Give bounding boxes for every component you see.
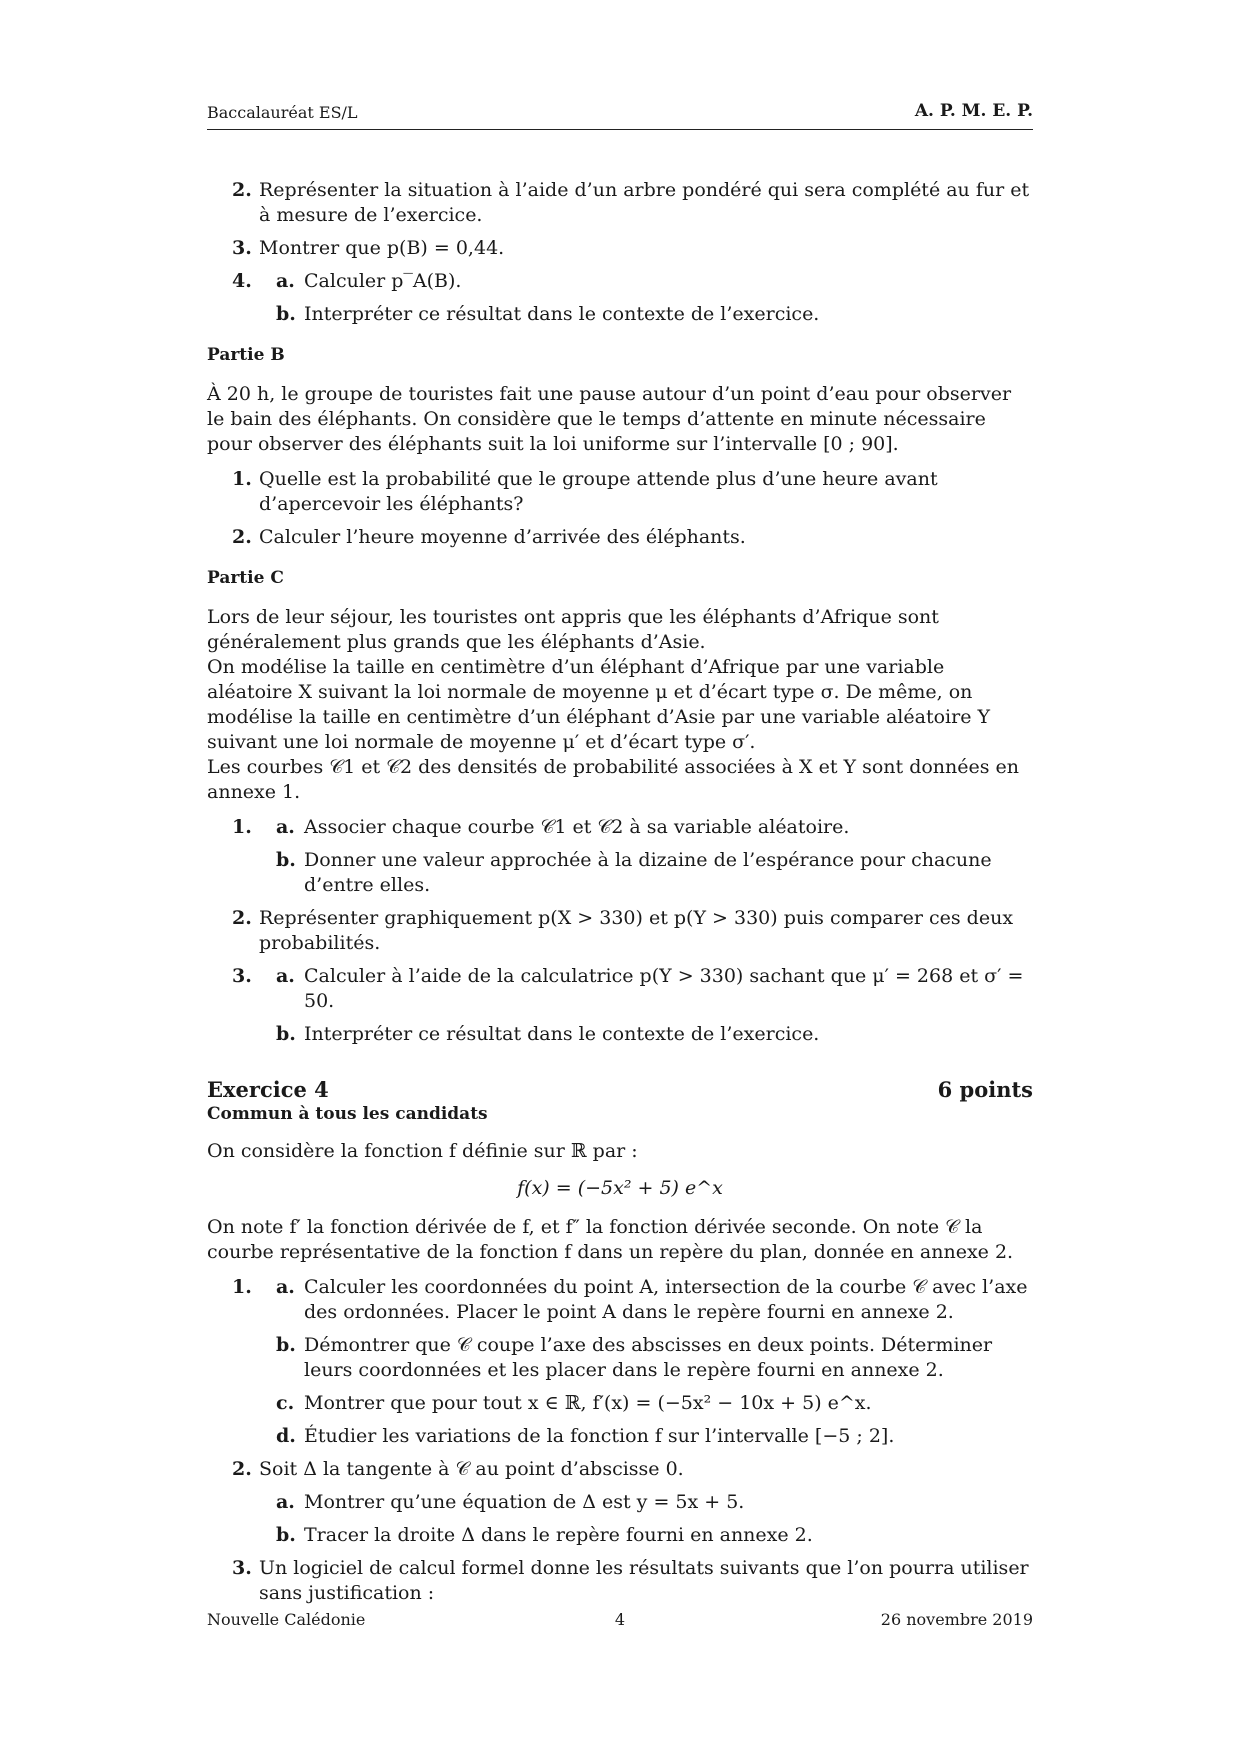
exercise-title-row <box>207 1077 1033 1103</box>
section-intro: Les courbes 𝒞1 et 𝒞2 des densités de probabilité associées à X et Y sont données en annexe 1. <box>207 756 1020 803</box>
header-title: Baccalauréat ES/L <box>207 103 358 122</box>
question-number: 4. <box>232 270 252 292</box>
subquestion-letter: b. <box>276 849 296 871</box>
question-text: Un logiciel de calcul formel donne les résultats suivants que l’on pourra utiliser sans justification : <box>259 1557 1029 1604</box>
question-item <box>207 1333 1033 1383</box>
section-intro: Lors de leur séjour, les touristes ont appris que les éléphants d’Afrique sont généralement plus grands que les éléphants d’Asie. <box>207 606 939 653</box>
function-formula: f(x) = (−5x² + 5) e^x <box>517 1177 723 1199</box>
subquestion-letter: d. <box>276 1425 296 1447</box>
exercise-title: Exercice 4 <box>207 1077 329 1102</box>
subquestion-letter: a. <box>276 270 295 292</box>
question-item <box>207 1022 1033 1047</box>
question-text: Étudier les variations de la fonction f sur l’intervalle [−5 ; 2]. <box>304 1425 895 1447</box>
question-item <box>207 1457 1033 1482</box>
question-item <box>207 1391 1033 1416</box>
subquestion-letter: a. <box>276 1276 295 1298</box>
question-number: 2. <box>232 526 252 548</box>
question-item <box>207 815 1033 840</box>
question-item <box>207 236 1033 261</box>
question-item <box>207 1523 1033 1548</box>
question-text: Montrer qu’une équation de Δ est y = 5x + 5. <box>304 1491 745 1513</box>
subquestion-letter: a. <box>276 1491 295 1513</box>
question-item <box>207 1556 1033 1606</box>
exercise-intro: On considère la fonction f définie sur ℝ par : <box>207 1140 638 1162</box>
question-text: Calculer p‾A(B). <box>304 270 462 292</box>
section-intro: À 20 h, le groupe de touristes fait une pause autour d’un point d’eau pour observer le bain des éléphants. On considère que le temps d’attente en minute nécessaire pour observer des éléphants suit la loi uniforme sur l’intervalle [0 ; 90]. <box>207 383 1012 455</box>
question-text: Montrer que p(B) = 0,44. <box>259 237 505 259</box>
page-header <box>207 103 1033 130</box>
section-intro: On modélise la taille en centimètre d’un éléphant d’Afrique par une variable aléatoire X suivant la loi normale de moyenne μ et d’écart type σ. De même, on modélise la taille en centimètre d’un éléphant d’Asie par une variable aléatoire Y suivant une loi normale de moyenne μ′ et d’écart type σ′. <box>207 656 991 753</box>
exercise-subtitle: Commun à tous les candidats <box>207 1104 488 1124</box>
question-item <box>207 467 1033 517</box>
document-page <box>207 0 1033 1754</box>
question-number: 1. <box>232 816 252 838</box>
page-number: 4 <box>614 1610 626 1629</box>
section-heading: Partie B <box>207 345 285 365</box>
subquestion-letter: b. <box>276 1334 296 1356</box>
question-number: 2. <box>232 907 252 929</box>
question-item <box>207 906 1033 956</box>
question-text: Soit Δ la tangente à 𝒞 au point d’abscisse 0. <box>259 1458 684 1480</box>
question-text: Montrer que pour tout x ∈ ℝ, f′(x) = (−5x² − 10x + 5) e^x. <box>304 1392 872 1414</box>
question-text: Interpréter ce résultat dans le contexte de l’exercice. <box>304 303 820 325</box>
question-text: Tracer la droite Δ dans le repère fourni en annexe 2. <box>304 1524 813 1546</box>
subquestion-letter: a. <box>276 816 295 838</box>
subquestion-letter: b. <box>276 1524 296 1546</box>
question-number: 1. <box>232 468 252 490</box>
question-item <box>207 525 1033 550</box>
question-text: Représenter graphiquement p(X > 330) et p(Y > 330) puis comparer ces deux probabilités. <box>259 907 1014 954</box>
question-number: 2. <box>232 179 252 201</box>
question-text: Associer chaque courbe 𝒞1 et 𝒞2 à sa variable aléatoire. <box>304 816 850 838</box>
subquestion-letter: b. <box>276 303 296 325</box>
subquestion-letter: a. <box>276 965 295 987</box>
question-number: 3. <box>232 237 252 259</box>
question-item <box>207 964 1033 1014</box>
question-item <box>207 848 1033 898</box>
question-item <box>207 269 1033 294</box>
subquestion-letter: c. <box>276 1392 295 1414</box>
question-number: 3. <box>232 965 252 987</box>
question-text: Calculer les coordonnées du point A, intersection de la courbe 𝒞 avec l’axe des ordonnées. Placer le point A dans le repère fourni en annexe 2. <box>304 1276 1028 1323</box>
question-text: Démontrer que 𝒞 coupe l’axe des abscisses en deux points. Déterminer leurs coordonnées et les placer dans le repère fourni en annexe 2. <box>304 1334 993 1381</box>
question-text: Calculer à l’aide de la calculatrice p(Y > 330) sachant que μ′ = 268 et σ′ = 50. <box>304 965 1024 1012</box>
question-number: 3. <box>232 1557 252 1579</box>
exercise-note: On note f′ la fonction dérivée de f, et f″ la fonction dérivée seconde. On note 𝒞 la courbe représentative de la fonction f dans un repère du plan, donnée en annexe 2. <box>207 1216 1014 1263</box>
question-number: 2. <box>232 1458 252 1480</box>
question-item <box>207 1275 1033 1325</box>
question-item <box>207 302 1033 327</box>
footer-location: Nouvelle Calédonie <box>207 1610 366 1629</box>
question-number: 1. <box>232 1276 252 1298</box>
document-body <box>207 178 1033 1614</box>
question-text: Quelle est la probabilité que le groupe attende plus d’une heure avant d’apercevoir les éléphants? <box>259 468 938 515</box>
question-text: Interpréter ce résultat dans le contexte de l’exercice. <box>304 1023 820 1045</box>
header-org: A. P. M. E. P. <box>914 101 1033 121</box>
exercise-points: 6 points <box>937 1077 1033 1102</box>
question-item <box>207 1490 1033 1515</box>
subquestion-letter: b. <box>276 1023 296 1045</box>
question-text: Calculer l’heure moyenne d’arrivée des éléphants. <box>259 526 746 548</box>
section-heading: Partie C <box>207 568 284 588</box>
question-text: Donner une valeur approchée à la dizaine de l’espérance pour chacune d’entre elles. <box>304 849 992 896</box>
question-item <box>207 178 1033 228</box>
question-text: Représenter la situation à l’aide d’un arbre pondéré qui sera complété au fur et à mesure de l’exercice. <box>259 179 1030 226</box>
question-item <box>207 1424 1033 1449</box>
footer-date: 26 novembre 2019 <box>880 1610 1033 1629</box>
